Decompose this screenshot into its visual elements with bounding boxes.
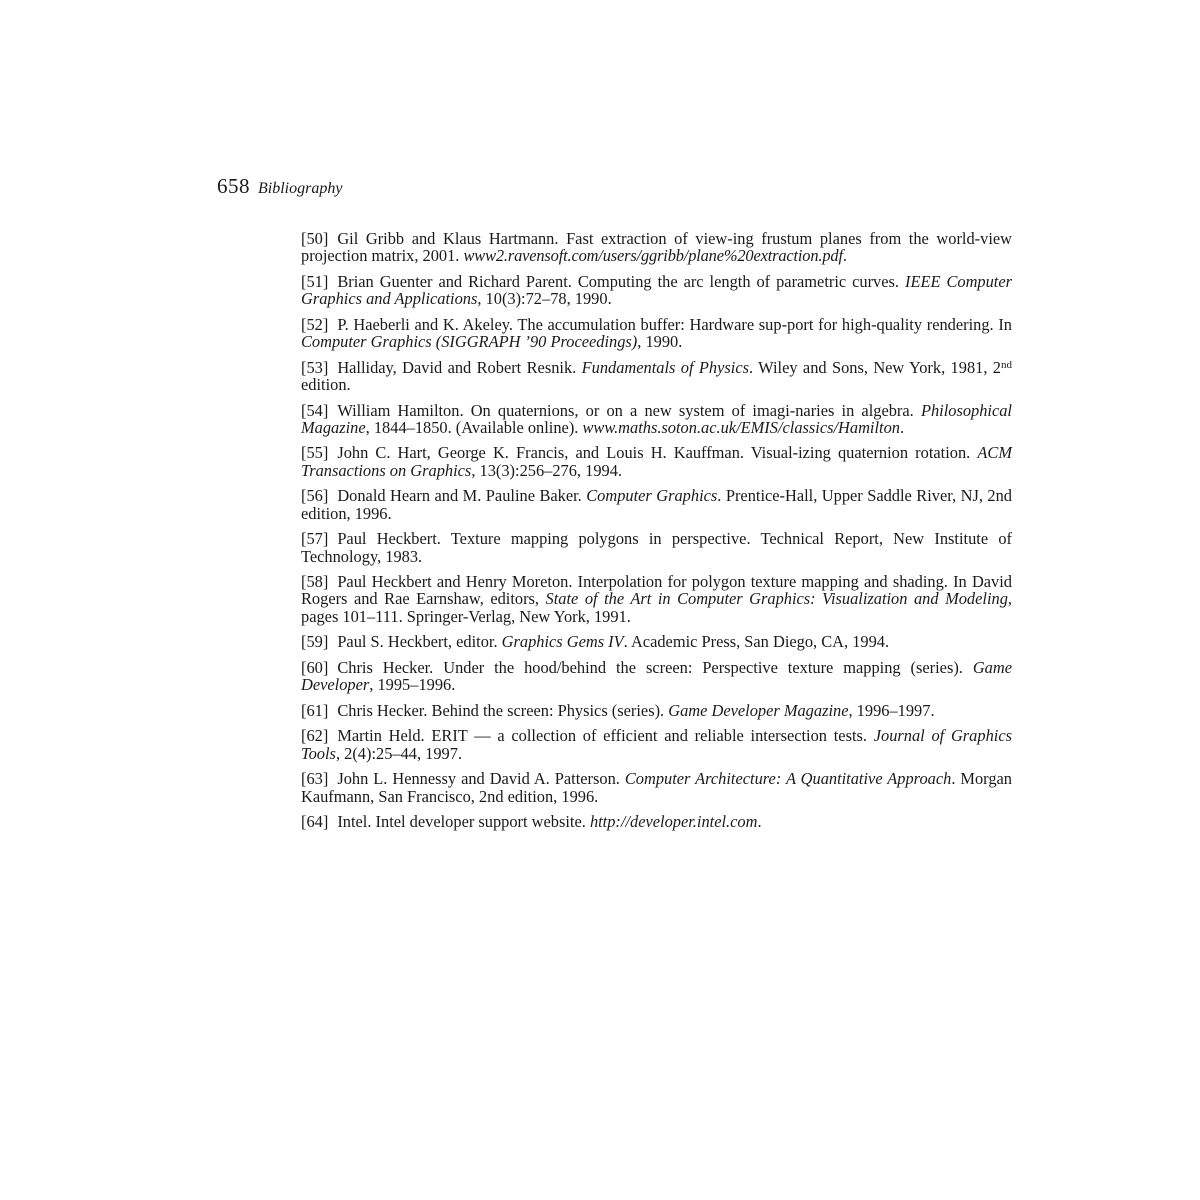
reference-text: Paul S. Heckbert, editor. (337, 632, 502, 652)
reference-entry (301, 770, 1012, 805)
reference-number: [60] (301, 657, 329, 677)
reference-title: Computer Architecture: A Quantitative Approach (624, 769, 952, 789)
reference-text: Halliday, David and Robert Resnik. (337, 357, 582, 377)
reference-text: . Academic Press, San Diego, CA, 1994. (623, 632, 890, 652)
reference-venue: Computer Graphics (SIGGRAPH ’90 Proceedings) (301, 332, 638, 352)
reference-title: State of the Art in Computer Graphics: Visualization and Modeling (545, 589, 1008, 609)
reference-entry (301, 727, 1012, 762)
section-title: Bibliography (258, 180, 343, 197)
reference-text: , 13(3):256–276, 1994. (471, 460, 623, 480)
running-head (217, 174, 342, 201)
reference-entry (301, 633, 1012, 650)
reference-entry (301, 402, 1012, 437)
reference-number: [63] (301, 769, 329, 789)
reference-entry (301, 273, 1012, 308)
reference-text: . (757, 812, 762, 832)
reference-text: . Prentice-Hall, Upper Saddle River, NJ, 2nd edition, 1996. (301, 486, 1012, 523)
reference-entry (301, 487, 1012, 522)
reference-entry (301, 444, 1012, 479)
reference-text: , pages 101–111. Springer-Verlag, New York, 1991. (301, 589, 1012, 626)
reference-url: http://developer.intel.com (589, 812, 758, 832)
reference-number: [55] (301, 443, 329, 463)
reference-number: [51] (301, 271, 329, 291)
reference-text: William Hamilton. On quaternions, or on a new system of imagi-naries in algebra. (337, 400, 921, 420)
reference-number: [64] (301, 812, 329, 832)
reference-text: , 10(3):72–78, 1990. (477, 289, 612, 309)
reference-number: [54] (301, 400, 329, 420)
reference-venue: Philosophical Magazine (301, 400, 1012, 437)
reference-text: Chris Hecker. Behind the screen: Physics (series). (337, 700, 669, 720)
reference-venue: Game Developer (301, 657, 1012, 695)
reference-text: P. Haeberli and K. Akeley. The accumulation buffer: Hardware sup-port for high-quality rendering. In (337, 314, 1012, 334)
reference-text: Brian Guenter and Richard Parent. Computing the arc length of parametric curves. (337, 271, 905, 291)
reference-text: Martin Held. ERIT — a collection of efficient and reliable intersection tests. (337, 726, 874, 746)
reference-text: Paul Heckbert. Texture mapping polygons in perspective. Technical Report, New Institute of Technology, 1983. (301, 529, 1012, 566)
reference-entry (301, 316, 1012, 351)
reference-title: Computer Graphics (586, 486, 718, 506)
reference-number: [58] (301, 572, 329, 592)
reference-text: John C. Hart, George K. Francis, and Louis H. Kauffman. Visual-izing quaternion rotation. (337, 443, 978, 463)
reference-venue: ACM Transactions on Graphics (301, 443, 1012, 480)
reference-entry (301, 530, 1012, 565)
reference-text: , 1996–1997. (848, 700, 935, 720)
reference-entry (301, 573, 1012, 625)
reference-title: Graphics Gems IV (501, 632, 624, 652)
reference-number: [50] (301, 229, 329, 248)
reference-number: [59] (301, 632, 329, 652)
reference-number: [57] (301, 529, 329, 549)
reference-text: Gil Gribb and Klaus Hartmann. Fast extraction of view-ing frustum planes from the world-view projection matrix, 2001. (301, 229, 1012, 266)
reference-text: . Morgan Kaufmann, San Francisco, 2nd edition, 1996. (301, 769, 1013, 806)
reference-entry (301, 659, 1012, 694)
reference-venue: Game Developer Magazine (668, 700, 849, 720)
reference-text: Chris Hecker. Under the hood/behind the screen: Perspective texture mapping (series). (337, 657, 973, 677)
reference-number: [53] (301, 357, 329, 377)
reference-entry (301, 359, 1012, 394)
reference-text: Paul Heckbert and Henry Moreton. Interpolation for polygon texture mapping and shading. In David Rogers and Rae Earnshaw, editors, (301, 572, 1012, 609)
reference-venue: Journal of Graphics Tools (301, 726, 1012, 763)
reference-entry (301, 702, 1012, 719)
page-number: 658 (217, 174, 250, 198)
reference-text: John L. Hennessy and David A. Patterson. (337, 769, 625, 789)
reference-number: [56] (301, 486, 329, 506)
reference-text: , 1844–1850. (Available online). (365, 417, 583, 437)
reference-number: [61] (301, 700, 329, 720)
reference-text: , 1990. (637, 332, 683, 352)
ordinal-superscript: nd (1001, 358, 1013, 371)
reference-text: Intel. Intel developer support website. (337, 812, 590, 832)
reference-number: [52] (301, 314, 329, 334)
reference-title: Fundamentals of Physics (581, 357, 749, 377)
reference-text: , 1995–1996. (369, 675, 456, 695)
reference-entry (301, 230, 1012, 265)
reference-list (301, 230, 1012, 839)
reference-text: . (842, 246, 847, 266)
reference-text: Donald Hearn and M. Pauline Baker. (337, 486, 587, 506)
reference-text: edition. (301, 374, 351, 394)
reference-entry (301, 813, 1012, 830)
reference-text: . (899, 417, 905, 437)
reference-url: www.maths.soton.ac.uk/EMIS/classics/Hamilton (582, 417, 900, 437)
reference-url: www2.ravensoft.com/users/ggribb/plane%20extraction.pdf (463, 246, 843, 266)
reference-text: . Wiley and Sons, New York, 1981, 2 (748, 357, 1002, 377)
reference-number: [62] (301, 726, 329, 746)
reference-text: , 2(4):25–44, 1997. (335, 743, 463, 763)
reference-venue: IEEE Computer Graphics and Applications (301, 271, 1013, 309)
